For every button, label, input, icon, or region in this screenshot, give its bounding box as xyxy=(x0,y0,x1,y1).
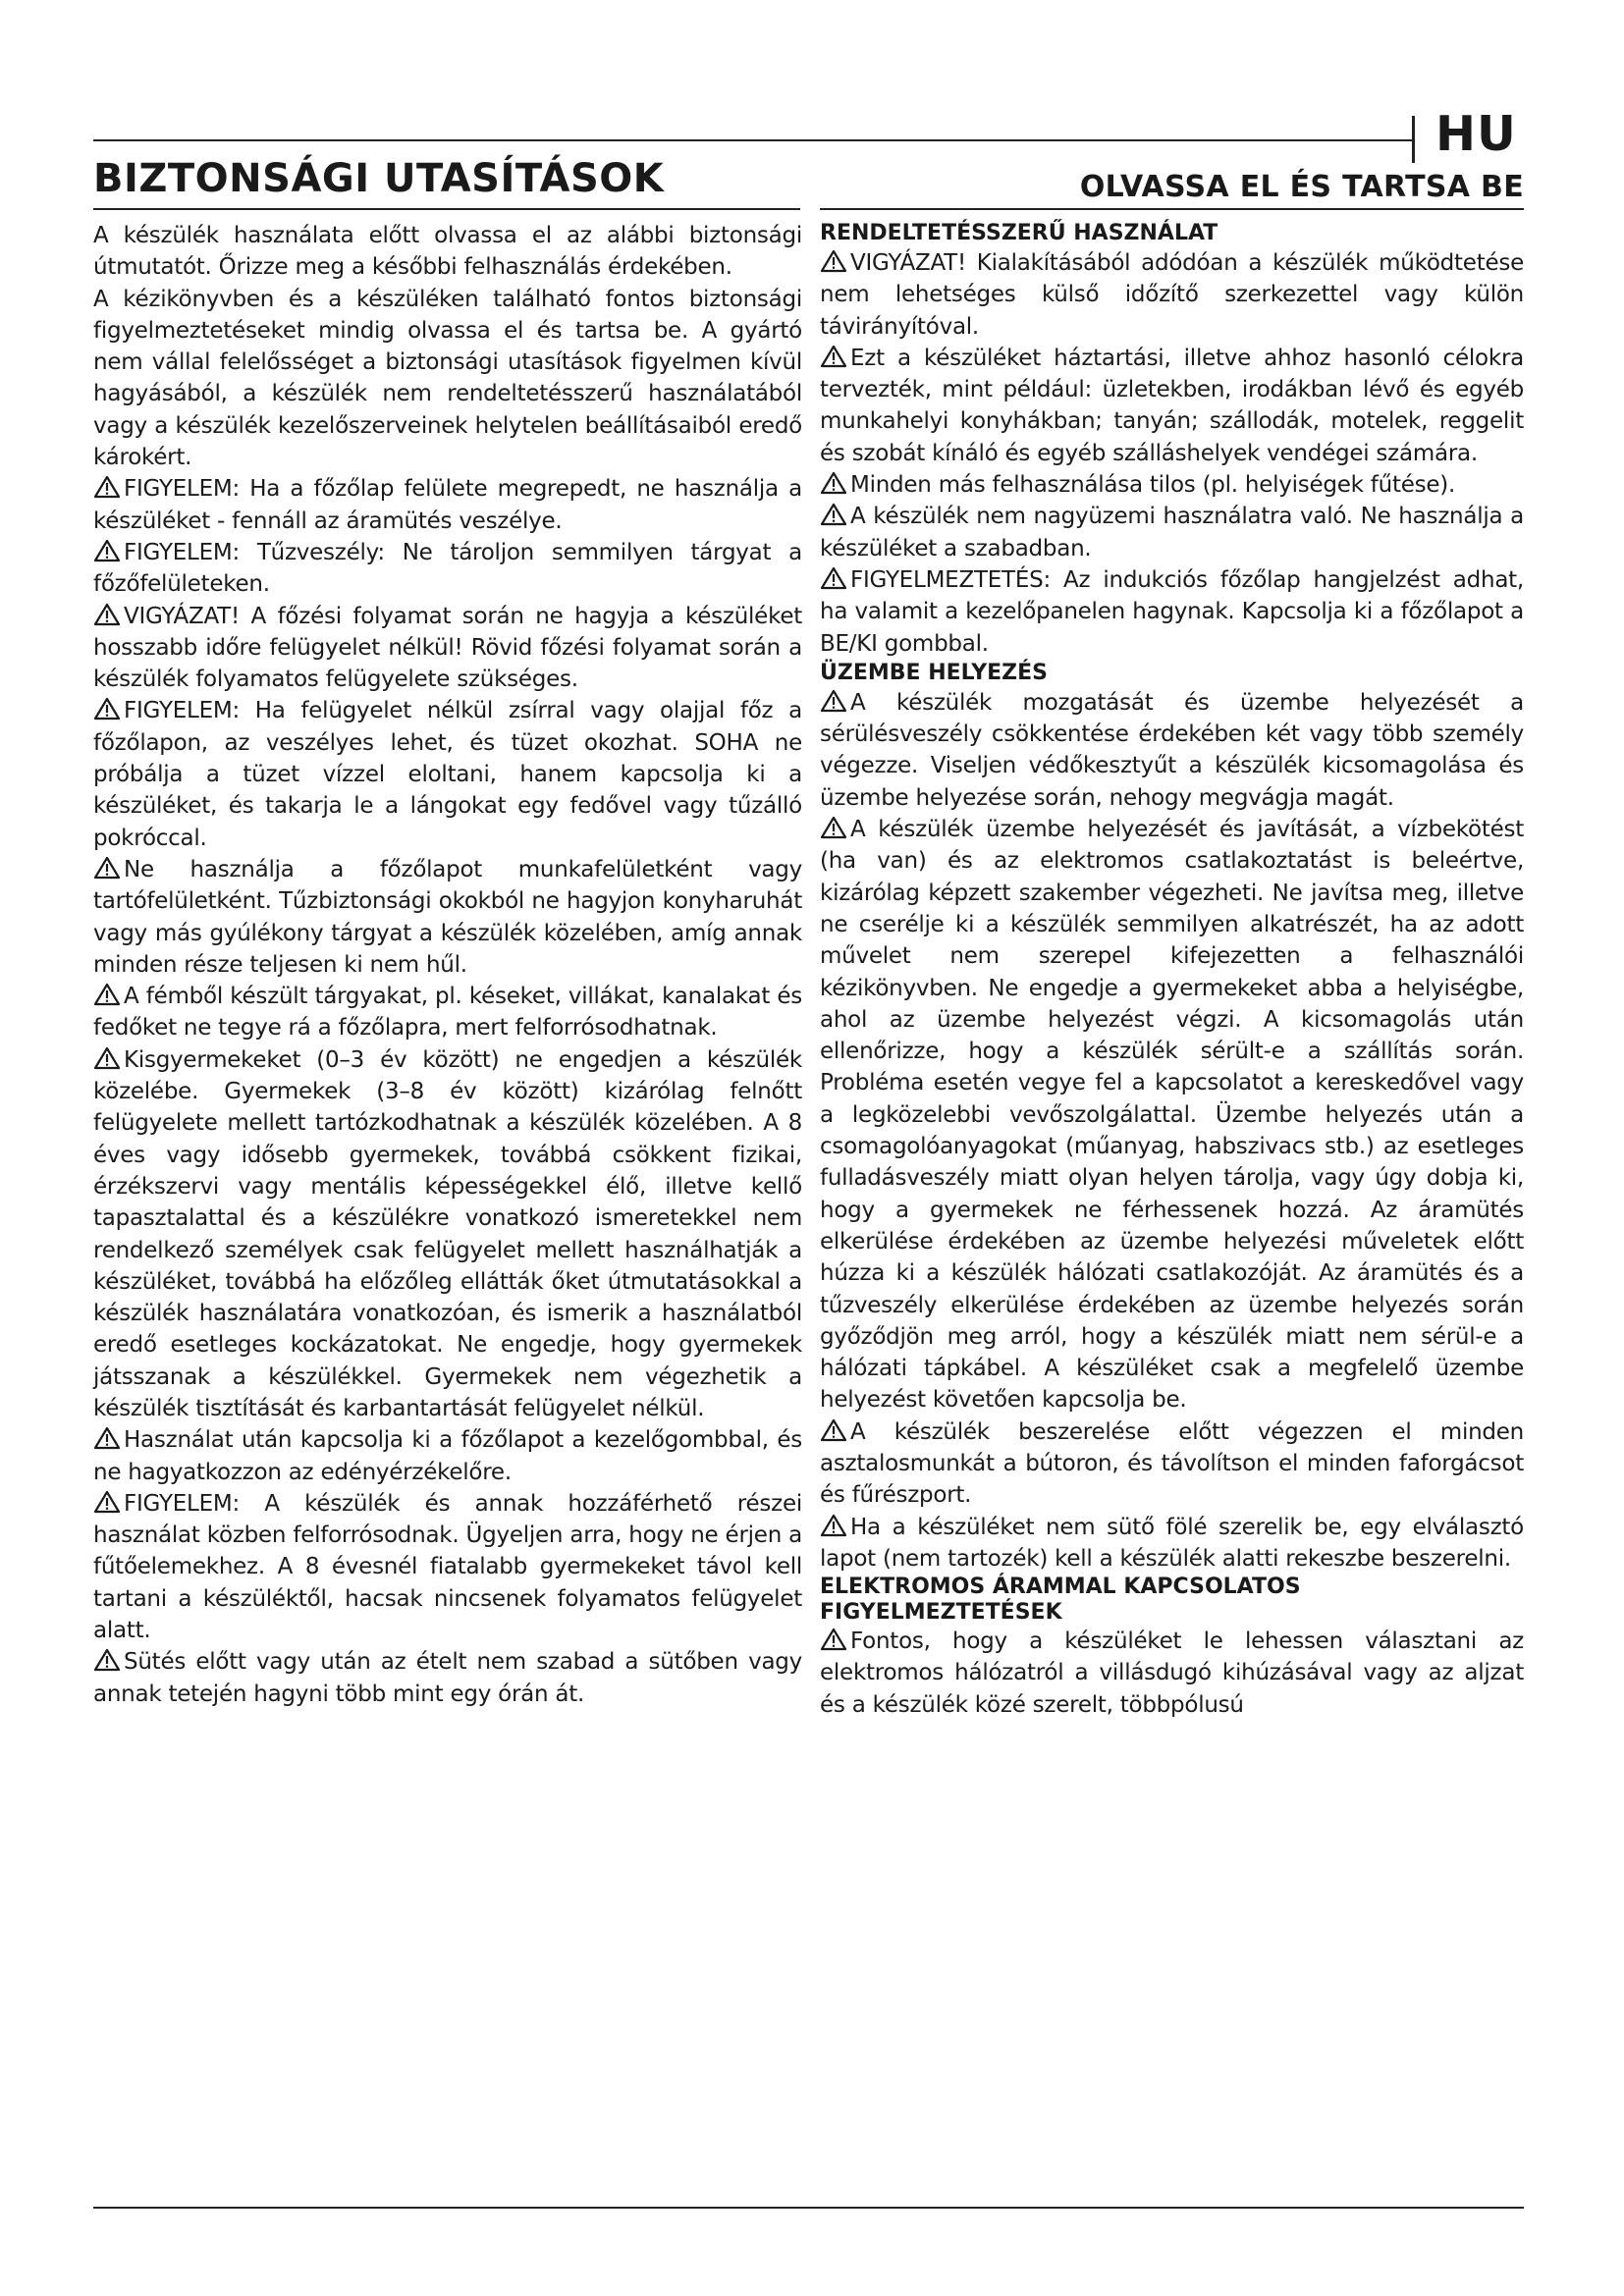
section-heading-intended-use: RENDELTETÉSSZERŰ HASZNÁLAT xyxy=(820,221,1218,245)
warning-item: FIGYELEM: Ha a főzőlap felülete megrepedt, ne használja a készüléket - fennáll az áramütés veszélye. xyxy=(93,476,802,534)
warning-icon xyxy=(820,345,847,368)
warning-icon xyxy=(820,816,847,839)
warning-item: FIGYELEM: A készülék és annak hozzáférhető részei használat közben felforrósodnak. Ügyeljen arra, hogy ne érjen a fűtőelemekhez. A 8 évesnél fiatalabb gyermekeket távol kell tartani a készüléktől, hacsak nincsenek folyamatos felügyelet alatt. xyxy=(93,1490,802,1644)
warning-icon xyxy=(820,471,847,495)
right-column xyxy=(820,220,1524,1721)
bottom-rule xyxy=(93,2207,1524,2209)
warning-item: A készülék mozgatását és üzembe helyezését a sérülésveszély csökkentése érdekében két vagy több személy végezze. Viseljen védőkesztyűt a készülék kicsomagolása és üzembe helyezése során, nehogy megvágja magát. xyxy=(820,689,1524,811)
warning-item: A készülék beszerelése előtt végezzen el minden asztalosmunkát a bútoron, és távolítson el minden faforgácsot és fűrészport. xyxy=(820,1418,1524,1509)
left-column xyxy=(93,220,802,1710)
warning-icon xyxy=(820,1514,847,1537)
warning-icon xyxy=(820,1628,847,1651)
warning-icon xyxy=(820,1418,847,1442)
paragraph-warnings-note: A kézikönyvben és a készüléken található fontos biztonsági figyelmeztetéseket mindig olvassa el és tartsa be. A gyártó nem vállal felelősséget a biztonsági utasítások figyelmen kívül hagyásából, a készülék nem rendeltetésszerű használatából vagy a készülék kezelőszerveinek helytelen beállításaiból eredő károkért. xyxy=(93,286,802,471)
warning-icon xyxy=(820,249,847,273)
warning-icon xyxy=(93,475,121,499)
warning-item: A készülék nem nagyüzemi használatra való. Ne használja a készüléket a szabadban. xyxy=(820,504,1524,561)
warning-icon xyxy=(93,697,121,721)
warning-item: Minden más felhasználása tilos (pl. helyiségek fűtése). xyxy=(820,469,1524,501)
warning-icon xyxy=(93,1490,121,1514)
warning-item: Kisgyermekeket (0–3 év között) ne engedjen a készülék közelébe. Gyermekek (3–8 év között) kizárólag felnőtt felügyelete mellett tartózkodhatnak a készülék közelében. A 8 éves vagy idősebb gyermekek, továbbá csökkent fizikai, érzékszervi vagy mentális képességekkel élő, illetve kellő tapasztalattal és a készülékre vonatkozó ismeretekkel nem rendelkező személyek csak felügyelet mellett használhatják a készüléket, továbbá ha előzőleg ellátták őket útmutatásokkal a készülék használatára vonatkozóan, és ismerik a használatból eredő esetleges kockázatokat. Ne engedje, hogy gyermekek játsszanak a készülékkel. Gyermekek nem végezhetik a készülék tisztítását és karbantartását felügyelet nélkül. xyxy=(93,1046,802,1421)
warning-icon xyxy=(93,1426,121,1450)
title-rule-left xyxy=(93,208,800,210)
warning-item: VIGYÁZAT! Kialakításából adódóan a készülék működtetése nem lehetséges külső időzítő szerkezettel vagy külön távirányítóval. xyxy=(820,250,1524,340)
top-rule-tick xyxy=(1412,116,1415,163)
warning-item: Sütés előtt vagy után az ételt nem szabad a sütőben vagy annak tetején hagyni több mint egy órán át. xyxy=(93,1649,802,1707)
warning-item: Fontos, hogy a készüléket le lehessen választani az elektromos hálózatról a villásdugó kihúzásával vagy az aljzat és a készülék közé szerelt, többpólusú xyxy=(820,1629,1524,1718)
warning-icon xyxy=(820,566,847,590)
warning-item: Ezt a készüléket háztartási, illetve ahhoz hasonló célokra tervezték, mint például: üzletekben, irodákban lévő és egyéb munkahelyi konyhákban; tanyán; szállodák, motelek, reggelit és szobát kínáló és egyéb szálláshelyek vendégei számára. xyxy=(820,345,1524,466)
warning-icon xyxy=(93,983,121,1006)
warning-item: FIGYELEM: Ha felügyelet nélkül zsírral vagy olajjal főz a főzőlapon, az veszélyes lehet, és tüzet okozhat. SOHA ne próbálja a tüzet vízzel eloltani, hanem kapcsolja ki a készüléket, és takarja le a lángokat egy fedővel vagy tűzálló pokróccal. xyxy=(93,698,802,851)
language-code: HU xyxy=(1435,106,1517,162)
warning-item: VIGYÁZAT! A főzési folyamat során ne hagyja a készüléket hosszabb időre felügyelet nélkül! Rövid főzési folyamat során a készülék folyamatos felügyelete szükséges. xyxy=(93,603,802,693)
warning-icon xyxy=(820,503,847,526)
warning-icon xyxy=(93,539,121,562)
warning-icon xyxy=(93,856,121,880)
warning-item: Ne használja a főzőlapot munkafelületként vagy tartófelületként. Tűzbiztonsági okokból ne hagyjon konyharuhát vagy más gyúlékony tárgyat a készülék közelében, amíg annak minden része teljesen ki nem hűl. xyxy=(93,856,802,978)
warning-item: Ha a készüléket nem sütő fölé szerelik be, egy elválasztó lapot (nem tartozék) kell a készülék alatti rekeszbe beszerelni. xyxy=(820,1514,1524,1572)
warning-icon xyxy=(93,603,121,626)
warning-item: A fémből készült tárgyakat, pl. késeket, villákat, kanalakat és fedőket ne tegye rá a főzőlapra, mert felforrósodhatnak. xyxy=(93,984,802,1041)
top-rule xyxy=(93,139,1412,141)
warning-icon xyxy=(93,1046,121,1070)
warning-item: FIGYELEM: Tűzveszély: Ne tároljon semmilyen tárgyat a főzőfelületeken. xyxy=(93,539,802,598)
warning-item: Használat után kapcsolja ki a főzőlapot a kezelőgombbal, és ne hagyatkozzon az edényérzékelőre. xyxy=(93,1427,802,1485)
warning-item: FIGYELMEZTETÉS: Az indukciós főzőlap hangjelzést adhat, ha valamit a kezelőpanelen hagynak. Kapcsolja ki a főzőlapot a BE/KI gombbal. xyxy=(820,566,1524,657)
warning-icon xyxy=(93,1648,121,1672)
page-title: BIZTONSÁGI UTASÍTÁSOK xyxy=(93,156,665,201)
warning-icon xyxy=(820,689,847,713)
section-heading-installation: ÜZEMBE HELYEZÉS xyxy=(820,660,1049,685)
warning-item: A készülék üzembe helyezését és javítását, a vízbekötést (ha van) és az elektromos csatlakoztatást is beleértve, kizárólag képzett szakember végezheti. Ne javítsa meg, illetve ne cserélje ki a készülék semmilyen alkatrészét, ha az adott művelet nem szerepel kifejezetten a felhasználói kézikönyvben. Ne engedje a gyermekeket abba a helyiségbe, ahol az üzembe helyezést végzi. A kicsomagolás után ellenőrizze, hogy a készülék sérült-e a szállítás során. Probléma esetén vegye fel a kapcsolatot a kereskedővel vagy a legközelebbi vevőszolgálattal. Üzembe helyezés után a csomagolóanyagokat (műanyag, habszivacs stb.) az esetleges fulladásveszély miatt olyan helyen tárolja, vagy úgy dobja ki, hogy a gyermekek ne férhessenek hozzá. Az áramütés elkerülése érdekében az üzembe helyezési műveletek előtt húzza ki a készülék hálózati csatlakozóját. Az áramütés és a tűzveszély elkerülése érdekében az üzembe helyezés során győződjön meg arról, hogy a készülék miatt nem sérül-e a hálózati tápkábel. A készüléket csak a megfelelő üzembe helyezést követően kapcsolja be. xyxy=(820,817,1524,1414)
page-subtitle: OLVASSA EL ÉS TARTSA BE xyxy=(1079,170,1524,204)
section-heading-electrical: ELEKTROMOS ÁRAMMAL KAPCSOLATOS FIGYELMEZTETÉSEK xyxy=(820,1575,1301,1626)
paragraph-intro: A készülék használata előtt olvassa el az alábbi biztonsági útmutatót. Őrizze meg a későbbi felhasználás érdekében. xyxy=(93,223,802,281)
title-rule-right xyxy=(820,208,1524,210)
